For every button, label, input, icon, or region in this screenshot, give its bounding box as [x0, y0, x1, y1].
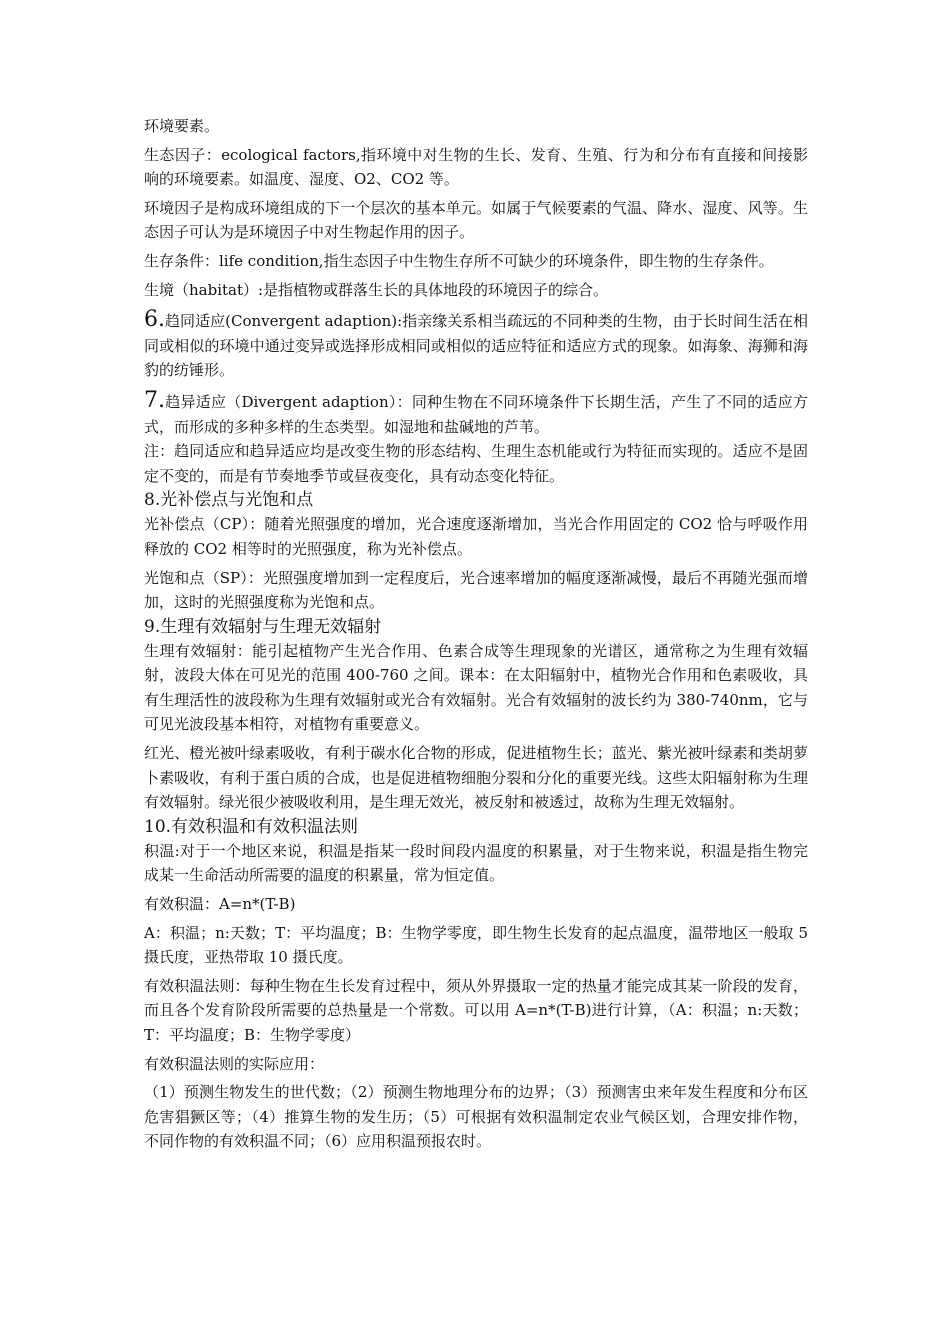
section-7-divergent-adaption [144, 389, 808, 439]
heading-9: 9.生理有效辐射与生理无效辐射 [144, 616, 382, 637]
paragraph-formula-legend: A：积温；n:天数；T：平均温度；B：生物学零度，即生物生长发育的起点温度，温带地区一般取 5 摄氏度，亚热带取 10 摄氏度。 [144, 923, 808, 967]
paragraph-environmental-factors: 环境因子是构成环境组成的下一个层次的基本单元。如属于气候要素的气温、降水、湿度、风等。生态因子可认为是环境因子中对生物起作用的因子。 [144, 198, 808, 242]
paragraph: 环境要素。 [144, 117, 220, 135]
paragraph-habitat: 生境（habitat）:是指植物或群落生长的具体地段的环境因子的综合。 [144, 280, 609, 299]
heading-8: 8.光补偿点与光饱和点 [144, 490, 314, 511]
paragraph-ecological-factors: 生态因子：ecological factors,指环境中对生物的生长、发育、生殖、行为和分布有直接和间接影响的环境要素。如温度、湿度、O2、CO2 等。 [144, 145, 808, 189]
paragraph-accumulated-temperature: 积温:对于一个地区来说，积温是指某一段时间段内温度的积累量，对于生物来说，积温是指生物完成某一生命活动所需要的温度的积累量，常为恒定值。 [144, 841, 808, 885]
paragraph-effective-radiation: 生理有效辐射：能引起植物产生光合作用、色素合成等生理现象的光谱区，通常称之为生理有效辐射，波段大体在可见光的范围 400-760 之间。课本：在太阳辐射中，植物光合作用和色素吸收，具有生理活性的波段称为生理有效辐射或光合有效辐射。光合有效辐射的波长约为 380-740nm，它与可见光波段基本相符，对植物有重要意义。 [144, 641, 808, 734]
paragraph-formula: 有效积温：A=n*(T-B) [144, 895, 296, 914]
section-text: 趋同适应(Convergent adaption):指亲缘关系相当疏远的不同种类的生物，由于长时间生活在相同或相似的环境中通过变异或选择形成相同或相似的适应特征和适应方式的现象。如海象、海狮和海豹的纺锤形。 [144, 312, 808, 380]
paragraph-law: 有效积温法则：每种生物在生长发育过程中，须从外界摄取一定的热量才能完成其某一阶段的发育，而且各个发育阶段所需要的总热量是一个常数。可以用 A=n*(T-B)进行计算，（A：积温；n:天数； T：平均温度；B：生物学零度） [144, 976, 808, 1044]
section-6-convergent-adaption [144, 308, 808, 383]
paragraph-light-compensation: 光补偿点（CP）：随着光照强度的增加，光合速度逐渐增加，当光合作用固定的 CO2 恰与呼吸作用释放的 CO2 相等时的光照强度，称为光补偿点。 [144, 515, 808, 558]
heading-10: 10.有效积温和有效积温法则 [144, 816, 359, 837]
section-number: 7. [144, 387, 165, 413]
section-text: 趋异适应（Divergent adaption）：同种生物在不同环境条件下长期生活，产生了不同的适应方式，而形成的多种多样的生态类型。如湿地和盐碱地的芦苇。 [144, 392, 808, 436]
paragraph-applications-title: 有效积温法则的实际应用： [144, 1054, 325, 1073]
paragraph-light-saturation: 光饱和点（SP）：光照强度增加到一定程度后，光合速率增加的幅度逐渐减慢，最后不再随光强而增加，这时的光照强度称为光饱和点。 [144, 568, 808, 612]
section-number: 6. [144, 307, 165, 333]
paragraph-applications: （1）预测生物发生的世代数；（2）预测生物地理分布的边界；（3）预测害虫来年发生程度和分布区危害猖獗区等；（4）推算生物的发生历；（5）可根据有效积温制定农业气候区划，合理安排作物，不同作物的有效积温不同；（6）应用积温预报农时。 [144, 1083, 808, 1151]
paragraph-life-condition: 生存条件：life condition,指生态因子中生物生存所不可缺少的环境条件，即生物的生存条件。 [144, 251, 774, 270]
paragraph-note: 注：趋同适应和趋异适应均是改变生物的形态结构、生理生态机能或行为特征而实现的。适应不是固定不变的，而是有节奏地季节或昼夜变化，具有动态变化特征。 [144, 442, 808, 485]
paragraph-light-absorption: 红光、橙光被叶绿素吸收，有利于碳水化合物的形成，促进植物生长；蓝光、紫光被叶绿素和类胡萝卜素吸收，有利于蛋白质的合成，也是促进植物细胞分裂和分化的重要光线。这些太阳辐射称为生理有效辐射。绿光很少被吸收利用，是生理无效光，被反射和被透过，故称为生理无效辐射。 [144, 744, 808, 812]
